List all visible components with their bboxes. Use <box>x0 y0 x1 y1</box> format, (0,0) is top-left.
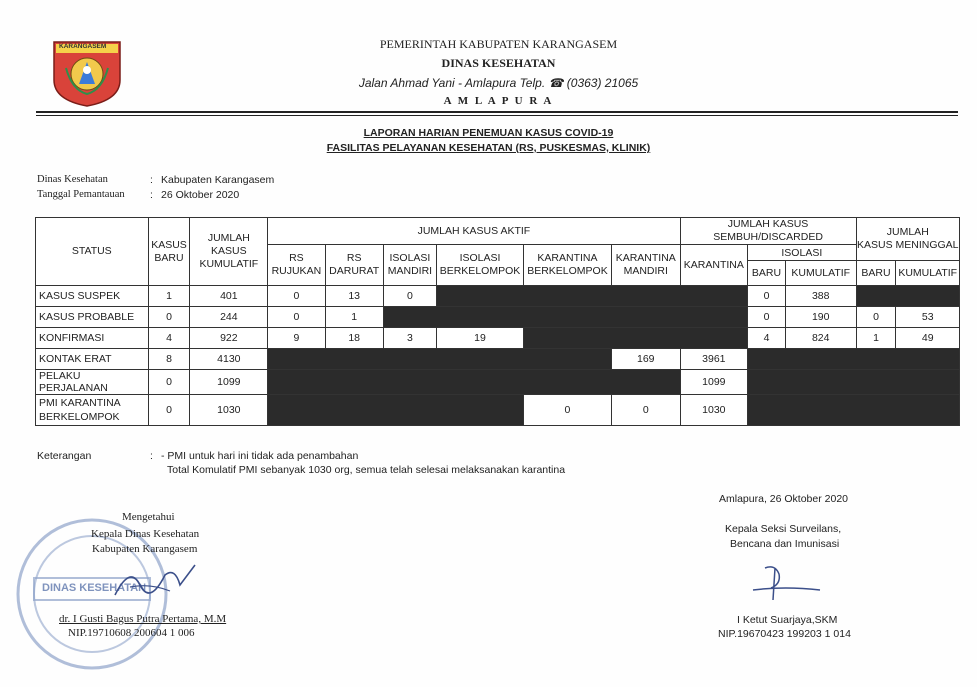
header-kasus-baru: KASUS BARU <box>148 218 190 286</box>
left-sign-nip: NIP.19710608 200604 1 006 <box>68 627 195 639</box>
right-sign-date: Amlapura, 26 Oktober 2020 <box>719 493 848 505</box>
cell-sembuh-baru: 0 <box>748 286 786 307</box>
meta-sep-date: : <box>150 189 153 201</box>
cell-rs-rujukan: 0 <box>268 307 325 328</box>
cell-kumulatif: 922 <box>190 328 268 349</box>
header-meninggal-kumulatif: KUMULATIF <box>896 261 960 286</box>
cell-blank <box>856 286 959 307</box>
cell-sembuh-kumulatif: 824 <box>785 328 856 349</box>
table-row <box>36 349 960 370</box>
header-kasus-aktif: JUMLAH KASUS AKTIF <box>268 218 680 245</box>
left-sign-line2: Kepala Dinas Kesehatan <box>91 528 200 540</box>
notes-line1: - PMI untuk hari ini tidak ada penambahan <box>161 450 359 462</box>
letterhead-city: A M L A P U R A <box>443 95 554 107</box>
cell-rs-darurat: 1 <box>325 307 383 328</box>
cell-meninggal-kumulatif: 49 <box>896 328 960 349</box>
stamp-text: DINAS KESEHATAN <box>42 582 147 594</box>
meta-value-office: Kabupaten Karangasem <box>161 174 275 186</box>
cell-isolasi-mandiri: 3 <box>383 328 436 349</box>
row-status: KONTAK ERAT <box>36 349 149 370</box>
meta-label-date: Tanggal Pemantauan <box>37 189 125 200</box>
right-sign-line2: Bencana dan Imunisasi <box>730 538 840 550</box>
cell-karantina-berkelompok: 0 <box>523 395 611 426</box>
right-sign-name: I Ketut Suarjaya,SKM <box>737 614 838 626</box>
row-status: PELAKU PERJALANAN <box>36 370 149 395</box>
cell-meninggal-kumulatif: 53 <box>896 307 960 328</box>
cell-blank <box>268 349 612 370</box>
cell-kasus-baru: 0 <box>148 370 190 395</box>
header-isolasi: ISOLASI <box>748 245 856 261</box>
notes-label: Keterangan <box>37 450 92 462</box>
row-status: KASUS SUSPEK <box>36 286 149 307</box>
cell-blank <box>748 349 960 370</box>
letterhead-office: DINAS KESEHATAN <box>441 56 556 70</box>
row-status: KONFIRMASI <box>36 328 149 349</box>
header-divider <box>36 111 958 113</box>
cell-sembuh-baru: 4 <box>748 328 786 349</box>
header-karantina-mandiri: KARANTINA MANDIRI <box>611 245 680 286</box>
cell-karantina-mandiri: 169 <box>611 349 680 370</box>
header-sembuh-kumulatif: KUMULATIF <box>785 261 856 286</box>
table-row <box>36 307 960 328</box>
cell-kumulatif: 401 <box>190 286 268 307</box>
cell-kumulatif: 1030 <box>190 395 268 426</box>
cell-blank <box>437 286 748 307</box>
row-status: KASUS PROBABLE <box>36 307 149 328</box>
header-meninggal-baru: BARU <box>856 261 896 286</box>
cell-kasus-baru: 0 <box>148 395 190 426</box>
cell-rs-darurat: 13 <box>325 286 383 307</box>
cell-blank <box>748 370 960 395</box>
cell-karantina: 1099 <box>680 370 748 395</box>
header-meninggal: JUMLAH KASUS MENINGGAL <box>856 218 959 261</box>
signature <box>110 555 200 605</box>
cell-karantina: 1030 <box>680 395 748 426</box>
cell-blank <box>748 395 960 426</box>
notes-sep: : <box>150 450 153 462</box>
left-sign-line3: Kabupaten Karangasem <box>92 543 198 555</box>
cell-kumulatif: 244 <box>190 307 268 328</box>
signature <box>745 560 825 605</box>
report-title: LAPORAN HARIAN PENEMUAN KASUS COVID-19 <box>363 127 614 139</box>
right-sign-nip: NIP.19670423 199203 1 014 <box>718 628 851 640</box>
meta-sep-office: : <box>150 174 153 186</box>
cell-kasus-baru: 8 <box>148 349 190 370</box>
report-subtitle: FASILITAS PELAYANAN KESEHATAN (RS, PUSKESMAS, KLINIK) <box>326 142 651 154</box>
cell-isolasi-berkelompok: 19 <box>437 328 524 349</box>
header-isolasi-berkelompok: ISOLASI BERKELOMPOK <box>437 245 524 286</box>
table-row <box>36 370 960 395</box>
logo-text: KARANGASEM <box>59 43 107 50</box>
cell-meninggal-baru: 0 <box>856 307 896 328</box>
table-row <box>36 286 960 307</box>
cell-karantina: 3961 <box>680 349 748 370</box>
header-karantina-berkelompok: KARANTINA BERKELOMPOK <box>523 245 611 286</box>
meta-label-office: Dinas Kesehatan <box>37 174 108 185</box>
header-jumlah-kumulatif: JUMLAH KASUS KUMULATIF <box>190 218 268 286</box>
cell-rs-darurat: 18 <box>325 328 383 349</box>
cell-kumulatif: 1099 <box>190 370 268 395</box>
header-rs-rujukan: RS RUJUKAN <box>268 245 325 286</box>
cell-blank <box>523 328 747 349</box>
cell-rs-rujukan: 9 <box>268 328 325 349</box>
header-rs-darurat: RS DARURAT <box>325 245 383 286</box>
notes-line2: Total Komulatif PMI sebanyak 1030 org, semua telah selesai melaksanakan karantina <box>167 464 566 476</box>
cell-blank <box>383 307 747 328</box>
row-status: PMI KARANTINA BERKELOMPOK <box>36 395 149 426</box>
meta-value-date: 26 Oktober 2020 <box>161 189 240 201</box>
header-isolasi-mandiri: ISOLASI MANDIRI <box>383 245 436 286</box>
cell-kumulatif: 4130 <box>190 349 268 370</box>
cell-blank <box>268 370 680 395</box>
cell-meninggal-baru: 1 <box>856 328 896 349</box>
cell-kasus-baru: 0 <box>148 307 190 328</box>
right-sign-line1: Kepala Seksi Surveilans, <box>725 523 842 535</box>
letterhead-line1: PEMERINTAH KABUPATEN KARANGASEM <box>379 37 618 51</box>
case-report-table <box>35 217 960 426</box>
table-row <box>36 395 960 426</box>
header-sembuh-baru: BARU <box>748 261 786 286</box>
cell-isolasi-mandiri: 0 <box>383 286 436 307</box>
cell-sembuh-kumulatif: 388 <box>785 286 856 307</box>
cell-rs-rujukan: 0 <box>268 286 325 307</box>
header-sembuh: JUMLAH KASUS SEMBUH/DISCARDED <box>680 218 856 245</box>
cell-karantina-mandiri: 0 <box>611 395 680 426</box>
cell-kasus-baru: 1 <box>148 286 190 307</box>
header-status: STATUS <box>36 218 149 286</box>
header-karantina: KARANTINA <box>680 245 748 286</box>
letterhead-address: Jalan Ahmad Yani - Amlapura Telp. ☎ (0363) 21065 <box>358 76 639 90</box>
cell-blank <box>268 395 524 426</box>
header-divider-thin <box>36 115 958 116</box>
cell-kasus-baru: 4 <box>148 328 190 349</box>
left-sign-name: dr. I Gusti Bagus Putra Pertama, M.M <box>59 613 227 625</box>
cell-sembuh-baru: 0 <box>748 307 786 328</box>
left-sign-line1: Mengetahui <box>122 511 175 523</box>
cell-sembuh-kumulatif: 190 <box>785 307 856 328</box>
table-row <box>36 328 960 349</box>
